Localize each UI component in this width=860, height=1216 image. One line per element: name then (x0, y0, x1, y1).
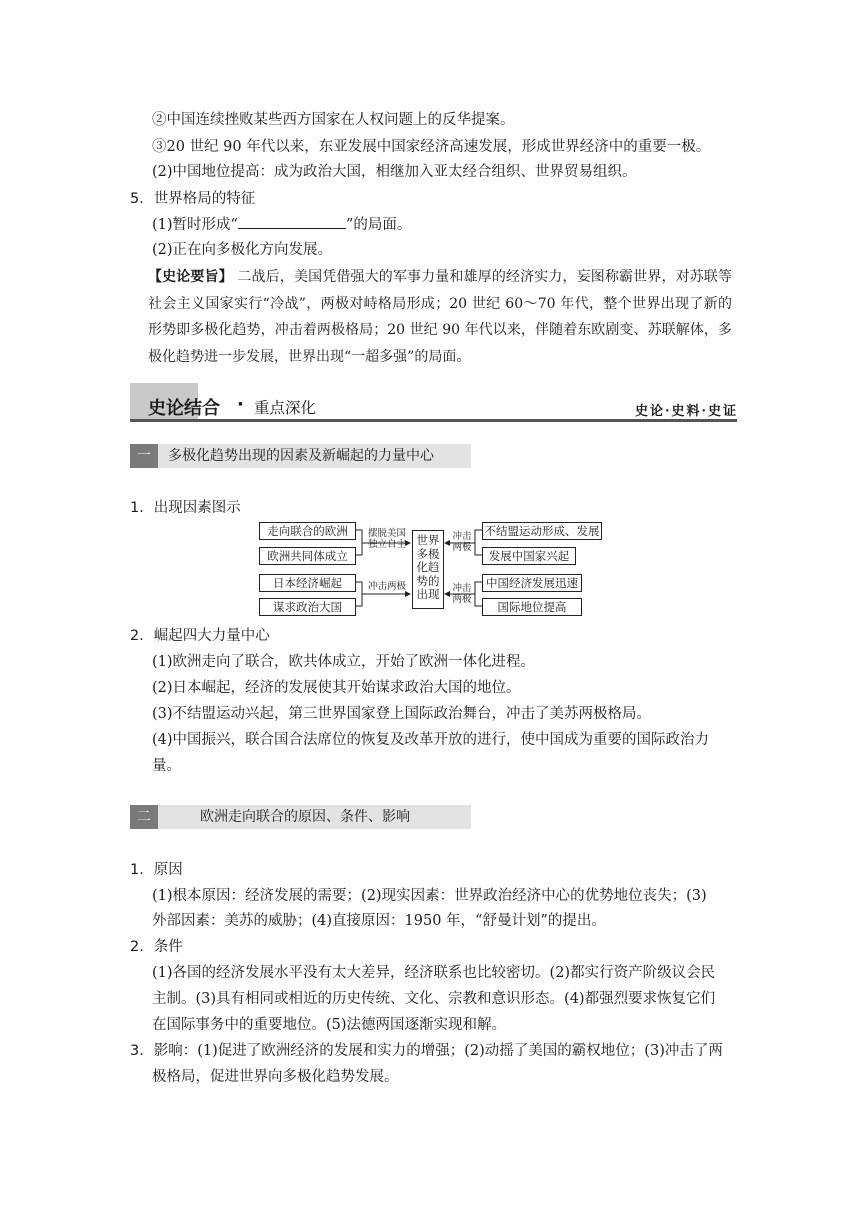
text-line: (2)中国地位提高：成为政治大国，相继加入亚太经合组织、世界贸易组织。 (152, 164, 637, 180)
diagram-box-europe-union: 走向联合的欧洲 (259, 522, 356, 540)
item-number: 1． (130, 500, 154, 516)
center-text: 化趋 (416, 560, 440, 574)
section-2-item-2-heading (130, 937, 183, 957)
section-2-header (130, 805, 471, 829)
connector-text: 摆脱美国 (367, 528, 406, 539)
item-number: 2． (130, 939, 154, 955)
text-line: ②中国连续挫败某些西方国家在人权问题上的反华提案。 (152, 112, 515, 128)
text-line: (1)欧洲走向了联合，欧共体成立，开始了欧洲一体化进程。 (152, 654, 536, 670)
connector-label (450, 531, 474, 553)
connector-label: 冲击两极 (367, 581, 406, 592)
diagram-center-box (412, 530, 444, 609)
item-title: 世界格局的特征 (153, 191, 256, 207)
item-5-line-2: (2)正在向多极化方向发展。 (152, 242, 333, 258)
item-title: 影响 (153, 1043, 183, 1059)
center-text: 多极 (416, 546, 440, 561)
text-line: (1)各国的经济发展水平没有太大差异，经济联系也比较密切。(2)都实行资产阶级议会民 (152, 965, 716, 981)
center-text: 出现 (416, 587, 440, 601)
center-text: 势的 (416, 573, 440, 588)
text-line: 主制。(3)具有相同或相近的历史传统、文化、宗教和意识形态。(4)都强烈要求恢复它们 (152, 991, 716, 1007)
connector-text: 两极 (452, 594, 472, 605)
connector-label (366, 528, 408, 550)
diagram-box-china-status: 国际地位提高 (482, 598, 582, 616)
summary-label: 【史论要旨】 (148, 269, 233, 285)
section-2-item-1-heading (130, 860, 183, 880)
text-fragment: (1)暂时形成“ (152, 217, 238, 233)
connector-text: 冲击 (452, 583, 472, 594)
diagram-box-ec-founded: 欧洲共同体成立 (259, 547, 356, 565)
section-2-item-3 (130, 1041, 723, 1061)
text-line: ③20 世纪 90 年代以来，东亚发展中国家经济高速发展，形成世界经济中的重要一极。 (152, 139, 711, 155)
text-fragment: ”的局面。 (345, 217, 412, 233)
text-line: 在国际事务中的重要地位。(5)法德两国逐渐实现和解。 (152, 1017, 507, 1033)
diagram-box-japan-power: 谋求政治大国 (259, 598, 356, 616)
section-1-item-2-heading (130, 626, 270, 646)
item-title: 崛起四大力量中心 (153, 628, 270, 644)
banner-title: 史论结合 (148, 398, 220, 419)
diagram-box-japan-rise: 日本经济崛起 (259, 574, 356, 592)
item-title: 条件 (153, 939, 183, 955)
section-title: 多极化趋势出现的因素及新崛起的力量中心 (168, 448, 434, 464)
connector-label (450, 583, 474, 605)
item-number: 1． (130, 862, 154, 878)
item-number: 2． (130, 628, 154, 644)
connector-text: 两极 (452, 542, 472, 553)
connector-text: 冲击 (452, 531, 472, 542)
banner-separator: · (237, 394, 244, 415)
text-line: 外部因素：美苏的威胁；(4)直接原因：1950 年，“舒曼计划”的提出。 (152, 913, 606, 929)
item-number: 3． (130, 1043, 154, 1059)
text-fragment: ：(1)促进了欧洲经济的发展和实力的增强；(2)动摇了美国的霸权地位；(3)冲击了两 (182, 1043, 723, 1059)
text-line: (2)日本崛起，经济的发展使其开始谋求政治大国的地位。 (152, 680, 521, 696)
section-title: 欧洲走向联合的原因、条件、影响 (200, 809, 410, 825)
banner-subtitle: 重点深化 (254, 399, 317, 417)
banner-right-label: 史论·史料·史证 (634, 404, 738, 419)
summary-text: 二战后，美国凭借强大的军事力量和雄厚的经济实力，妄图称霸世界，对苏联等社会主义国家实行“冷战”，两极对峙格局形成；20 世纪 60～70 年代，整个世界出现了新的形势即多极化趋势，冲击着两极格局；20 世纪 90 年代以来，伴随着东欧剧变、苏联解体，多极化趋势进一步发展，世界出现“一超多强”的局面。 (148, 269, 732, 365)
diagram-box-china-growth: 中国经济发展迅速 (482, 574, 582, 592)
diagram-box-developing: 发展中国家兴起 (482, 547, 576, 565)
text-line: 量。 (152, 758, 181, 774)
section-number: 一 (130, 444, 158, 468)
text-line: 极格局，促进世界向多极化趋势发展。 (152, 1069, 399, 1085)
text-line: (1)根本原因：经济发展的需要；(2)现实因素：世界政治经济中心的优势地位丧失；(3) (152, 888, 707, 904)
item-title: 出现因素图示 (153, 500, 241, 516)
diagram-box-nam: 不结盟运动形成、发展 (482, 522, 602, 540)
text-line: (3)不结盟运动兴起，第三世界国家登上国际政治舞台，冲击了美苏两极格局。 (152, 706, 652, 722)
item-number: 5． (130, 191, 154, 207)
connector-text: 独立自主 (367, 539, 406, 550)
item-title: 原因 (153, 862, 183, 878)
section-number: 二 (130, 805, 158, 829)
center-text: 世界 (416, 533, 440, 547)
text-line: (4)中国振兴，联合国合法席位的恢复及改革开放的进行，使中国成为重要的国际政治力 (152, 732, 710, 748)
